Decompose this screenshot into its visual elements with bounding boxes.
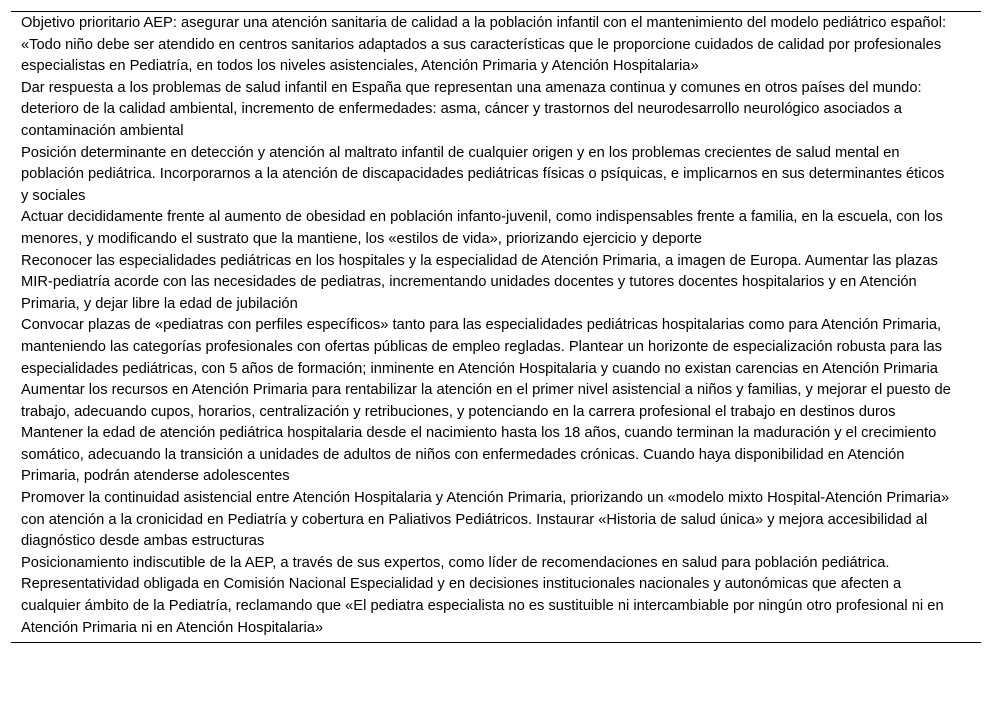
table-row: Mantener la edad de atención pediátrica hospitalaria desde el nacimiento hasta los 18 años, cuando terminan la maduración y el crecimiento somático, adecuando la transición a unidades de adultos de niños con enfermedades crónicas. Cuando haya disponibilidad en Atención Primaria, podrán atenderse adolescentes — [21, 425, 937, 485]
table-row: Objetivo prioritario AEP: asegurar una atención sanitaria de calidad a la población infantil con el mantenimiento del modelo pediátrico español: «Todo niño debe ser atendido en centros sanitarios adaptados a sus características que le proporcione cuidados de calidad por profesionales especialistas en Pediatría, en todos los niveles asistenciales, Atención Primaria y Atención Hospitalaria» — [21, 15, 947, 75]
table-row: Aumentar los recursos en Atención Primaria para rentabilizar la atención en el primer nivel asistencial a niños y familias, y mejorar el puesto de trabajo, adecuando cupos, horarios, centralización y retribuciones, y potenciando en la carrera profesional el trabajo en destinos duros — [21, 382, 951, 420]
objectives-table — [11, 11, 981, 643]
table-row: Convocar plazas de «pediatras con perfiles específicos» tanto para las especialidades pediátricas hospitalarias como para Atención Primaria, manteniendo las categorías profesionales con ofertas públicas de empleo regladas. Plantear un horizonte de especialización robusta para las especialidades pediátricas, con 5 años de formación; inminente en Atención Hospitalaria y cuando no existan carencias en Atención Primaria — [21, 317, 942, 377]
table-row: Posición determinante en detección y atención al maltrato infantil de cualquier origen y en los problemas crecientes de salud mental en población pediátrica. Incorporarnos a la atención de discapacidades pediátricas físicas o psíquicas, e implicarnos en sus determinantes éticos y sociales — [21, 144, 945, 204]
table-row: Dar respuesta a los problemas de salud infantil en España que representan una amenaza continua y comunes en otros países del mundo: deterioro de la calidad ambiental, incremento de enfermedades: asma, cáncer y trastornos del neurodesarrollo neurológico asociados a contaminación ambiental — [21, 79, 922, 139]
table-row: Actuar decididamente frente al aumento de obesidad en población infanto-juvenil, como indispensables frente a familia, en la escuela, con los menores, y modificando el sustrato que la mantiene, los «estilos de vida», priorizando ejercicio y deporte — [21, 209, 943, 247]
table-row: Reconocer las especialidades pediátricas en los hospitales y la especialidad de Atención Primaria, a imagen de Europa. Aumentar las plazas MIR-pediatría acorde con las necesidades de pediatras, incrementando unidades docentes y tutores docentes hospitalarios y en Atención Primaria, y dejar libre la edad de jubilación — [21, 252, 938, 312]
table-row: Posicionamiento indiscutible de la AEP, a través de sus expertos, como líder de recomendaciones en salud para población pediátrica. Representatividad obligada en Comisión Nacional Especialidad y en decisiones institucionales nacionales y autonómicas que afecten a cualquier ámbito de la Pediatría, reclamando que «El pediatra especialista no es sustituible ni intercambiable por ningún otro profesional ni en Atención Primaria ni en Atención Hospitalaria» — [21, 554, 944, 636]
table-row: Promover la continuidad asistencial entre Atención Hospitalaria y Atención Primaria, priorizando un «modelo mixto Hospital-Atención Primaria» con atención a la cronicidad en Pediatría y cobertura en Paliativos Pediátricos. Instaurar «Historia de salud única» y mejora accesibilidad al diagnóstico desde ambas estructuras — [21, 490, 950, 550]
